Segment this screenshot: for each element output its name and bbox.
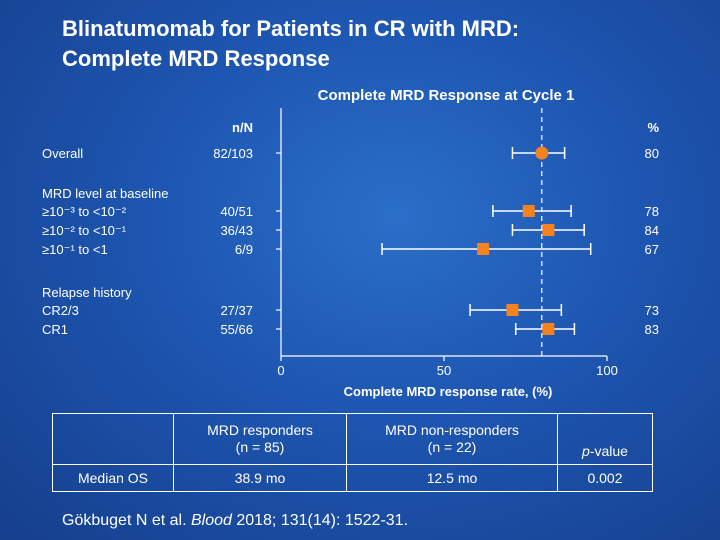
x-tick-label: 0 — [277, 363, 285, 378]
overall-survival-table — [52, 413, 653, 492]
column-header-n: n/N — [232, 120, 253, 135]
table-header-row — [53, 414, 653, 465]
table-header-empty — [53, 414, 174, 465]
x-axis-label: Complete MRD response rate, (%) — [343, 384, 553, 399]
p-value-header-rest: -value — [589, 443, 628, 459]
row-label: CR2/3 — [42, 303, 79, 318]
citation-authors: Gökbuget N et al. — [62, 512, 191, 529]
median-os-non-responders: 12.5 mo — [347, 465, 558, 492]
point-estimate — [523, 205, 535, 217]
row-n: 36/43 — [220, 223, 253, 238]
row-label: Overall — [42, 146, 84, 161]
subgroup-heading: Relapse history — [42, 285, 132, 300]
x-tick-label: 50 — [436, 363, 452, 378]
slide-title-line-1: Blinatumomab for Patients in CR with MRD: — [62, 16, 520, 41]
table-header-non-responders — [347, 414, 558, 465]
row-n: 6/9 — [234, 242, 253, 257]
point-estimate — [542, 224, 554, 236]
row-pct: 67 — [644, 242, 659, 257]
row-n: 55/66 — [220, 322, 253, 337]
row-label: ≥10⁻³ to <10⁻² — [42, 204, 127, 219]
median-os-responders: 38.9 mo — [174, 465, 347, 492]
row-pct: 84 — [644, 223, 659, 238]
table-header-responders — [174, 414, 347, 465]
subgroup-heading: MRD level at baseline — [42, 186, 169, 201]
non-responders-header-line-2: (n = 22) — [427, 439, 477, 455]
row-pct: 83 — [644, 322, 659, 337]
x-tick-label: 100 — [596, 363, 618, 378]
citation-details: 2018; 131(14): 1522-31. — [231, 512, 409, 529]
citation-journal: Blood — [190, 512, 232, 529]
p-value-header-italic: p — [582, 443, 590, 459]
point-estimate — [477, 243, 489, 255]
row-n: 27/37 — [220, 303, 253, 318]
responders-header-line-1: MRD responders — [207, 422, 313, 438]
row-pct: 73 — [644, 303, 659, 318]
table-row — [53, 465, 653, 492]
responders-header-line-2: (n = 85) — [235, 439, 285, 455]
row-n: 82/103 — [213, 146, 253, 161]
point-estimate — [506, 304, 518, 316]
citation — [62, 512, 408, 530]
median-os-label: Median OS — [53, 465, 174, 492]
row-n: 40/51 — [220, 204, 253, 219]
table-header-p-value — [558, 414, 653, 465]
non-responders-header-line-1: MRD non-responders — [385, 422, 519, 438]
median-os-p-value: 0.002 — [558, 465, 653, 492]
row-label: CR1 — [42, 322, 69, 337]
column-header-pct: % — [647, 120, 659, 135]
slide-title-line-2: Complete MRD Response — [62, 46, 330, 71]
row-label: ≥10⁻¹ to <1 — [42, 242, 108, 257]
row-pct: 80 — [644, 146, 659, 161]
row-pct: 78 — [644, 204, 659, 219]
point-estimate — [542, 323, 554, 335]
row-label: ≥10⁻² to <10⁻¹ — [42, 223, 127, 238]
chart-title: Complete MRD Response at Cycle 1 — [317, 87, 575, 104]
point-estimate — [535, 147, 548, 160]
